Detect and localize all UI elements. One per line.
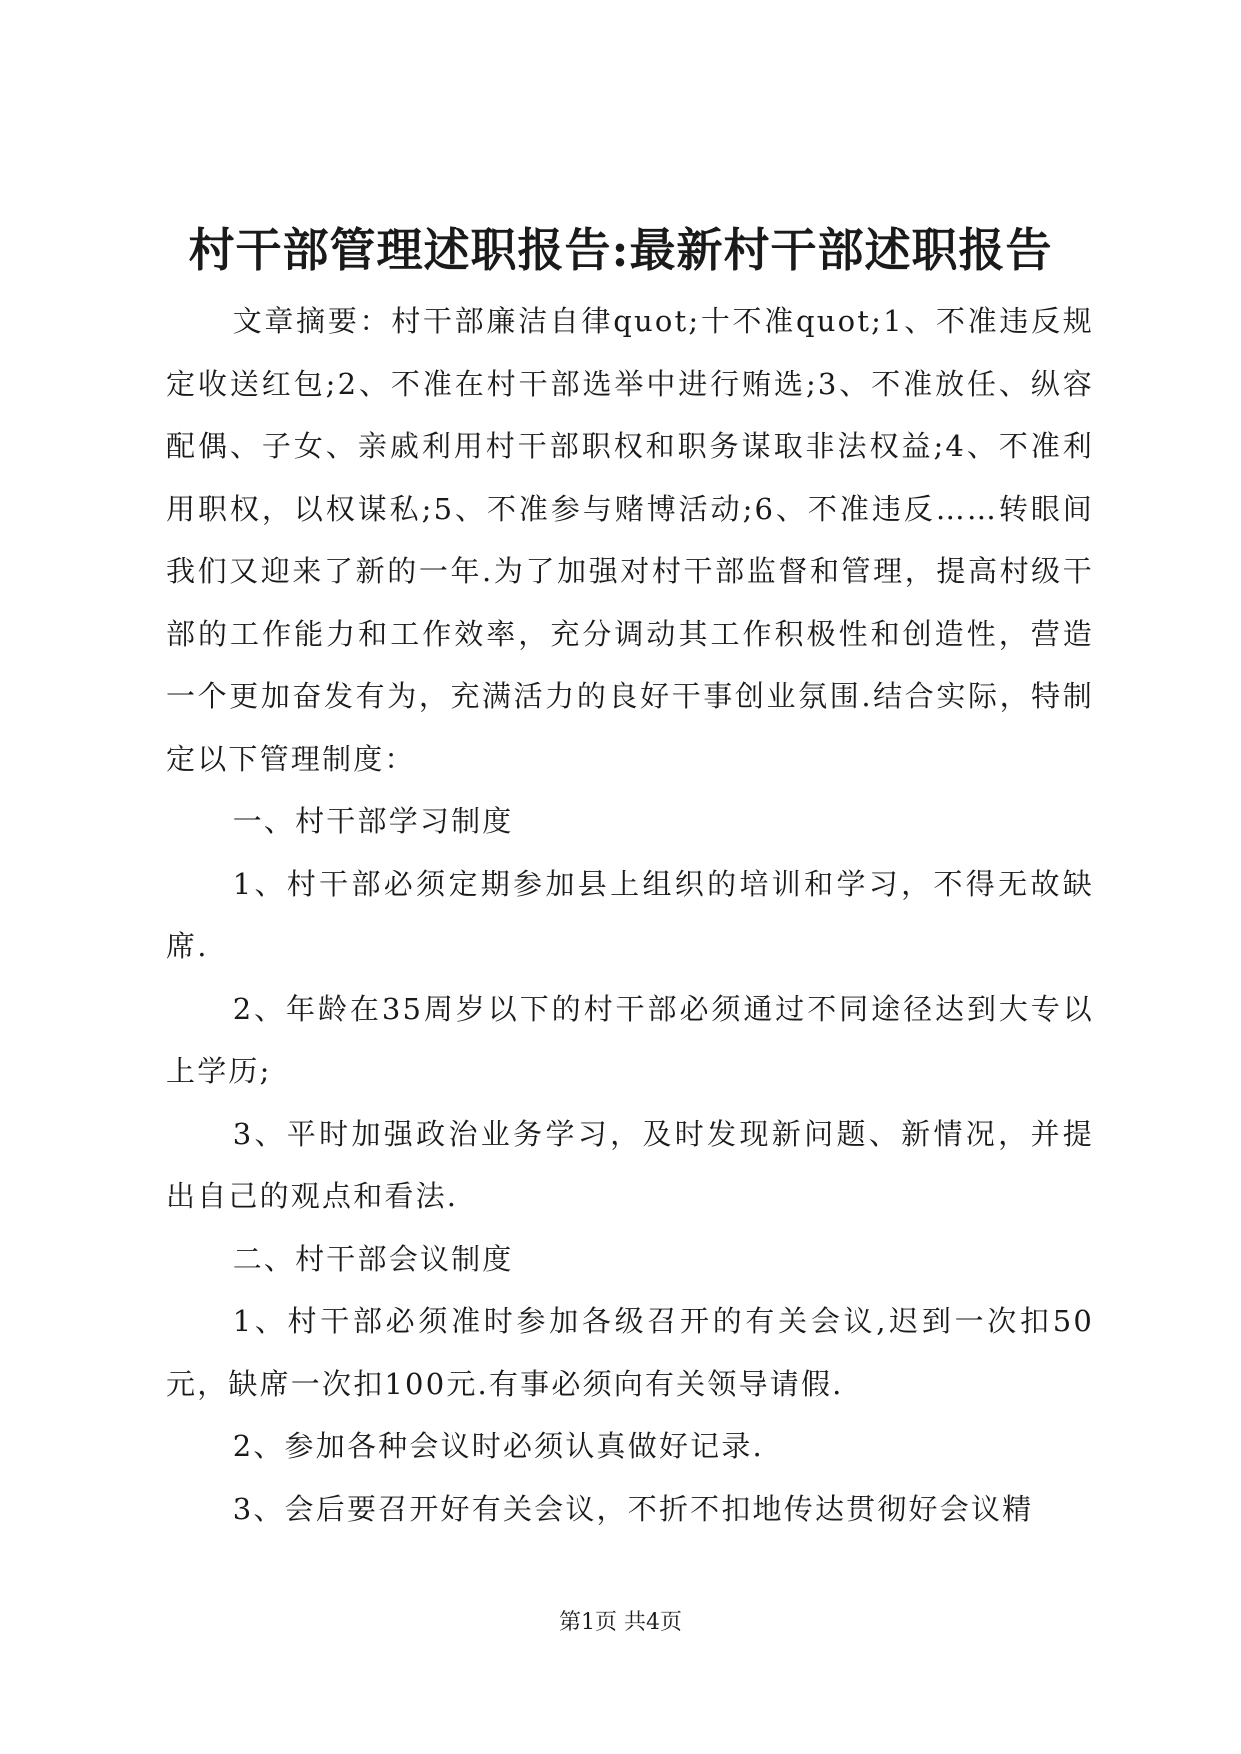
page-footer: 第1页 共4页 (559, 1610, 682, 1635)
document-title: 村干部管理述职报告:最新村干部述职报告 (188, 223, 1053, 277)
body-paragraph: 3、平时加强政治业务学习，及时发现新问题、新情况，并提出自己的观点和看法. (166, 1116, 1094, 1213)
body-paragraph: 1、村干部必须准时参加各级召开的有关会议,迟到一次扣50元，缺席一次扣100元.有事必须向有关领导请假. (166, 1304, 1094, 1401)
section-heading-meeting: 二、村干部会议制度 (232, 1241, 514, 1276)
section-heading-study: 一、村干部学习制度 (232, 804, 514, 838)
body-paragraph: 1、村干部必须定期参加县上组织的培训和学习，不得无故缺席. (166, 866, 1094, 963)
body-paragraph: 2、年龄在35周岁以下的村干部必须通过不同途径达到大专以上学历; (166, 991, 1094, 1088)
body-paragraph: 2、参加各种会议时必须认真做好记录. (232, 1429, 764, 1463)
abstract-paragraph: 文章摘要：村干部廉洁自律quot;十不准quot;1、不准违反规定收送红包;2、不准在村干部选举中进行贿选;3、不准放任、纵容配偶、子女、亲戚利用村干部职权和职务谋取非法权益;4、不准利用职权，以权谋私;5、不准参与赌博活动;6、不准违反……转眼间我们又迎来了新的一年.为了加强对村干部监督和管理，提高村级干部的工作能力和工作效率，充分调动其工作积极性和创造性，营造一个更加奋发有为，充满活力的良好干事创业氛围.结合实际，特制定以下管理制度： (166, 304, 1094, 776)
body-paragraph: 3、会后要召开好有关会议，不折不扣地传达贯彻好会议精 (232, 1491, 1034, 1526)
document-body (166, 290, 1094, 1540)
